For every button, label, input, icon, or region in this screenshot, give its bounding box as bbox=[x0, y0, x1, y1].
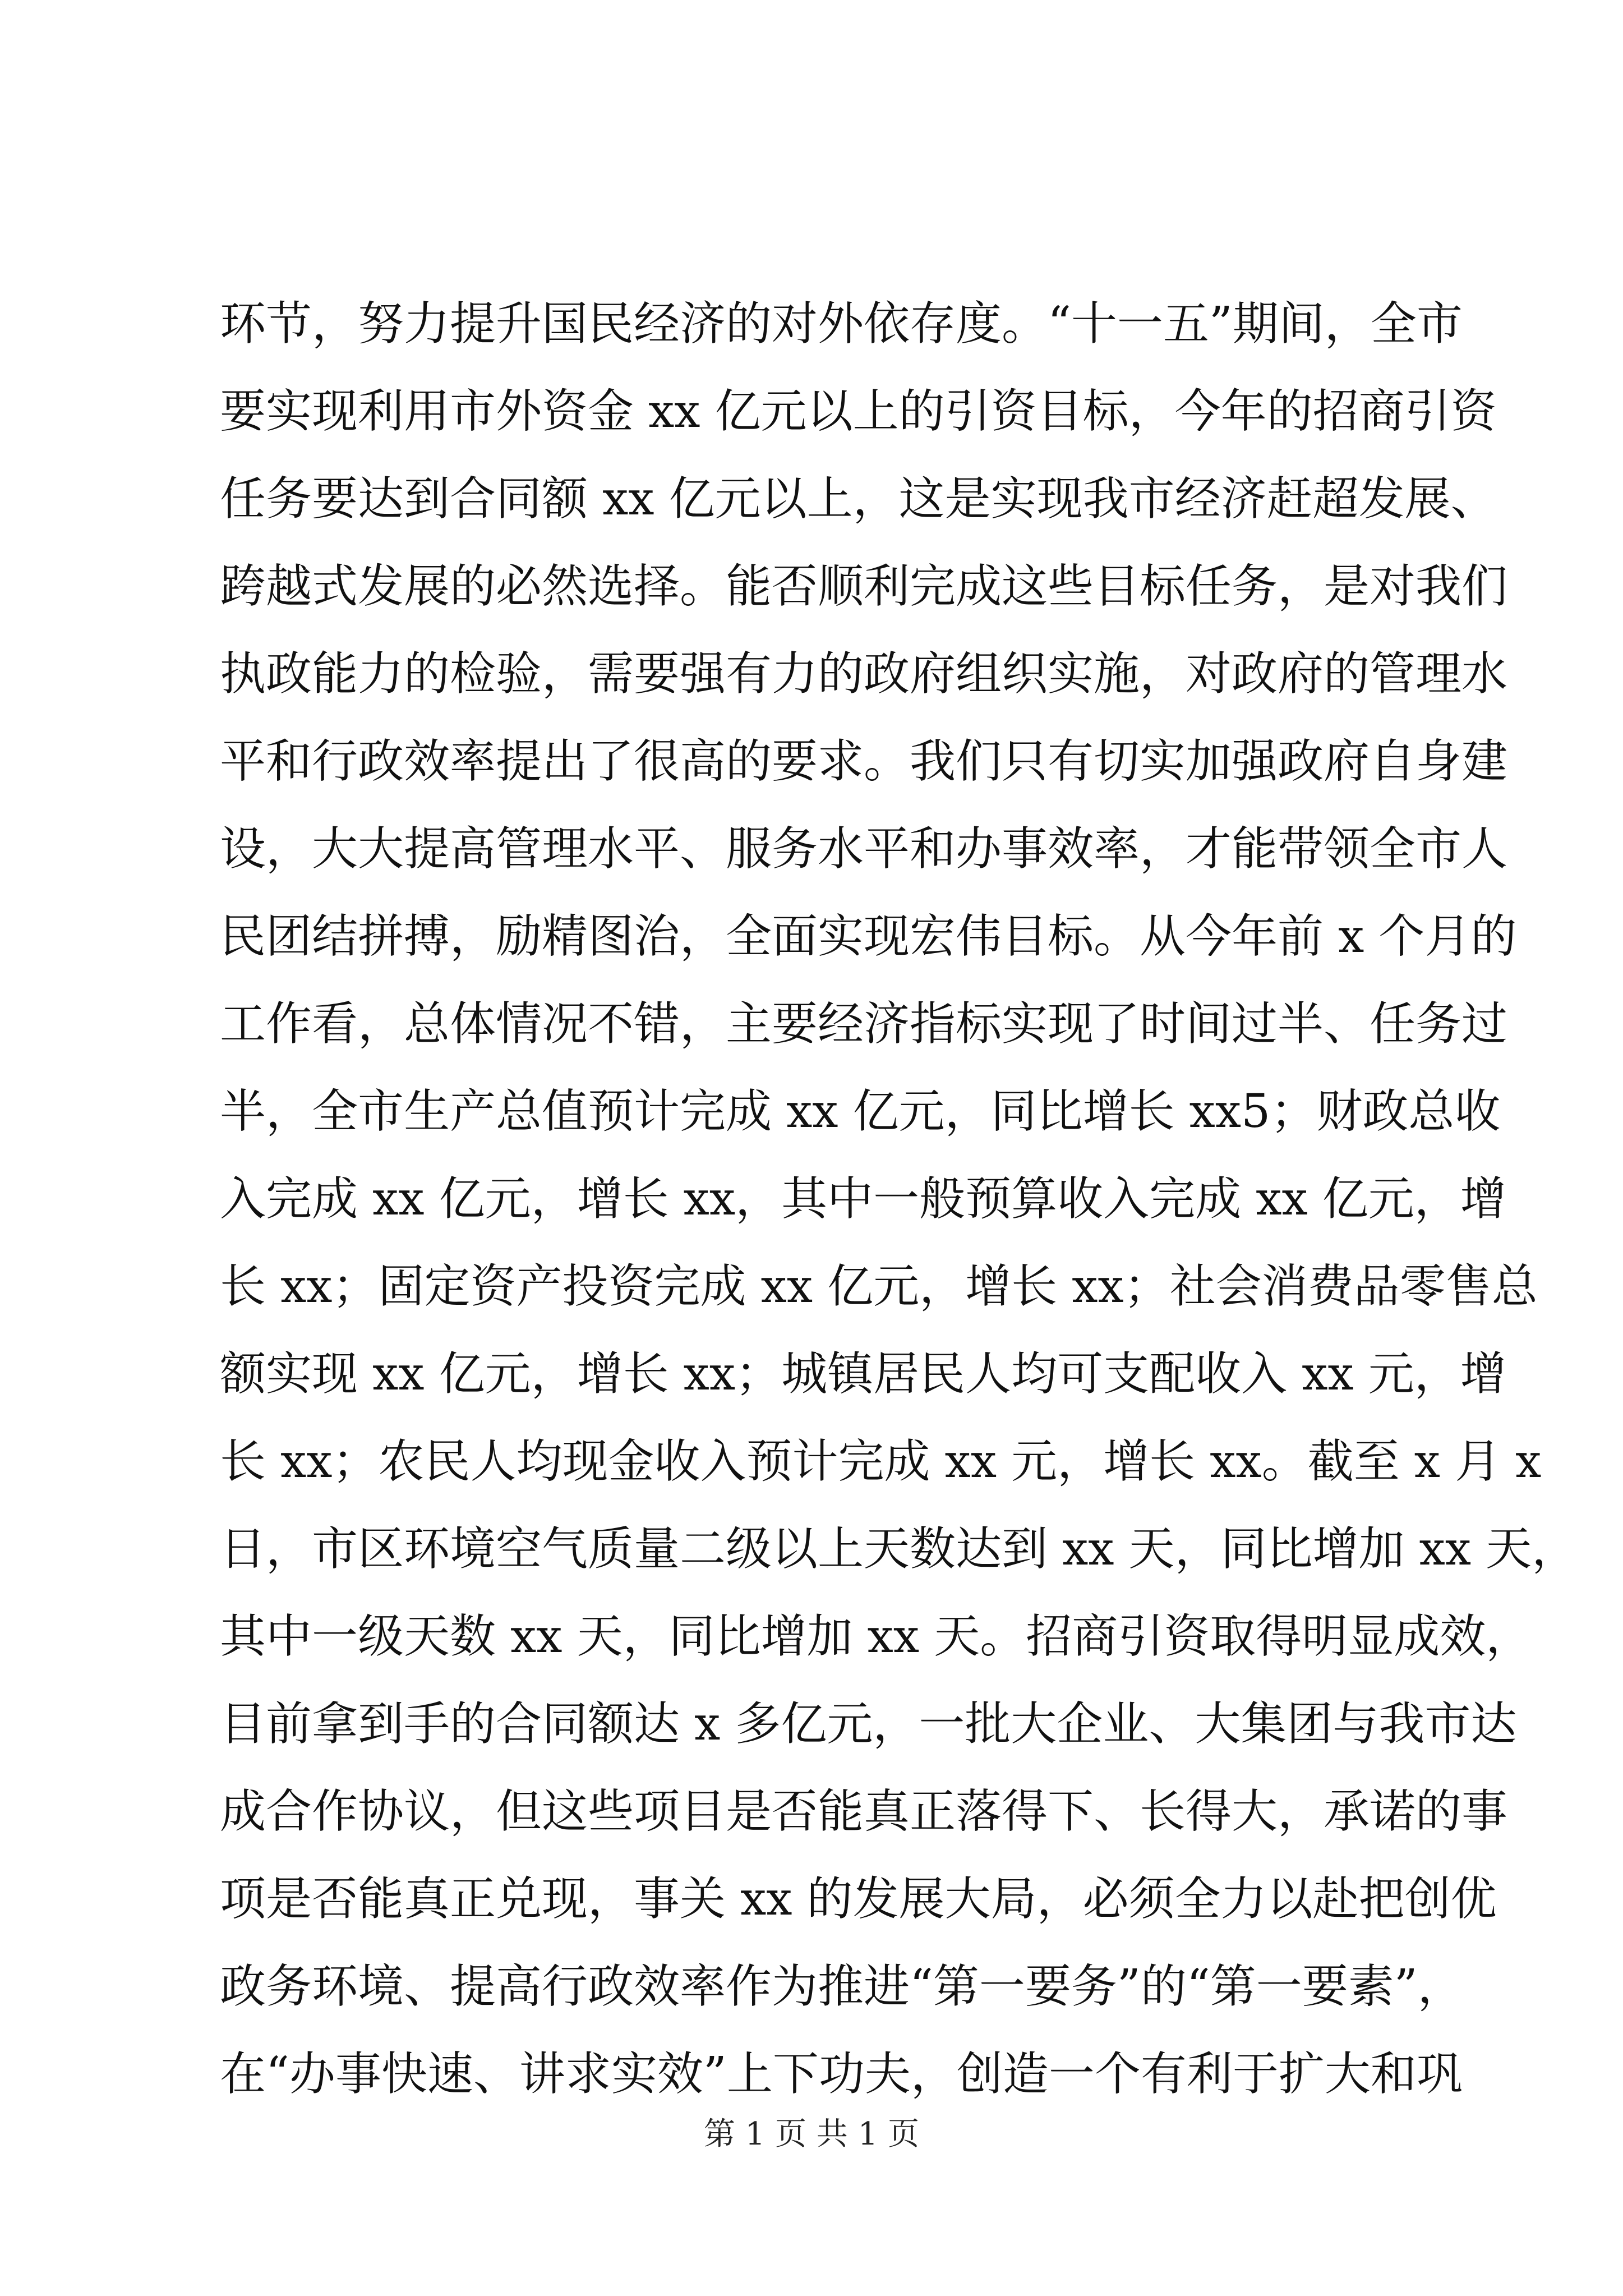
page-number-label: 第 1 页 共 1 页 bbox=[703, 2116, 920, 2152]
text-line: 要实现利用市外资金 xx 亿元以上的引资目标，今年的招商引资 bbox=[220, 385, 1497, 438]
text-line: 入完成 xx 亿元，增长 xx，其中一般预算收入完成 xx 亿元，增 bbox=[220, 1172, 1506, 1226]
text-line: 平和行政效率提出了很高的要求。我们只有切实加强政府自身建 bbox=[220, 735, 1508, 788]
text-line: 项是否能真正兑现，事关 xx 的发展大局，必须全力以赴把创优 bbox=[220, 1872, 1497, 1926]
text-line: 日，市区环境空气质量二级以上天数达到 xx 天，同比增加 xx 天， bbox=[220, 1522, 1578, 1576]
text-line: 其中一级天数 xx 天，同比增加 xx 天。招商引资取得明显成效， bbox=[220, 1610, 1532, 1663]
text-line: 任务要达到合同额 xx 亿元以上，这是实现我市经济赶超发展、 bbox=[220, 472, 1497, 526]
text-line: 在“办事快速、讲求实效”上下功夫，创造一个有利于扩大和巩 bbox=[220, 2047, 1463, 2101]
text-line: 工作看，总体情况不错，主要经济指标实现了时间过半、任务过 bbox=[220, 997, 1508, 1051]
text-line: 跨越式发展的必然选择。能否顺利完成这些目标任务，是对我们 bbox=[220, 560, 1508, 613]
text-line: 环节，努力提升国民经济的对外依存度。“十一五”期间，全市 bbox=[220, 297, 1463, 351]
text-line: 半，全市生产总值预计完成 xx 亿元，同比增长 xx5；财政总收 bbox=[220, 1085, 1501, 1138]
text-line: 设，大大提高管理水平、服务水平和办事效率，才能带领全市人 bbox=[220, 822, 1508, 876]
text-line: 长 xx；农民人均现金收入预计完成 xx 元，增长 xx。截至 x 月 x bbox=[220, 1435, 1542, 1488]
text-line: 民团结拼搏，励精图治，全面实现宏伟目标。从今年前 x 个月的 bbox=[220, 910, 1517, 963]
text-line: 长 xx；固定资产投资完成 xx 亿元，增长 xx；社会消费品零售总 bbox=[220, 1260, 1538, 1313]
text-line: 政务环境、提高行政效率作为推进“第一要务”的“第一要素”， bbox=[220, 1960, 1464, 2013]
text-line: 执政能力的检验，需要强有力的政府组织实施，对政府的管理水 bbox=[220, 647, 1508, 701]
text-line: 额实现 xx 亿元，增长 xx；城镇居民人均可支配收入 xx 元，增 bbox=[220, 1347, 1506, 1401]
text-line: 目前拿到手的合同额达 x 多亿元，一批大企业、大集团与我市达 bbox=[220, 1697, 1517, 1751]
text-line: 成合作协议，但这些项目是否能真正落得下、长得大，承诺的事 bbox=[220, 1785, 1508, 1838]
page-footer bbox=[0, 2109, 1623, 2154]
body-paragraph bbox=[220, 280, 1578, 2118]
